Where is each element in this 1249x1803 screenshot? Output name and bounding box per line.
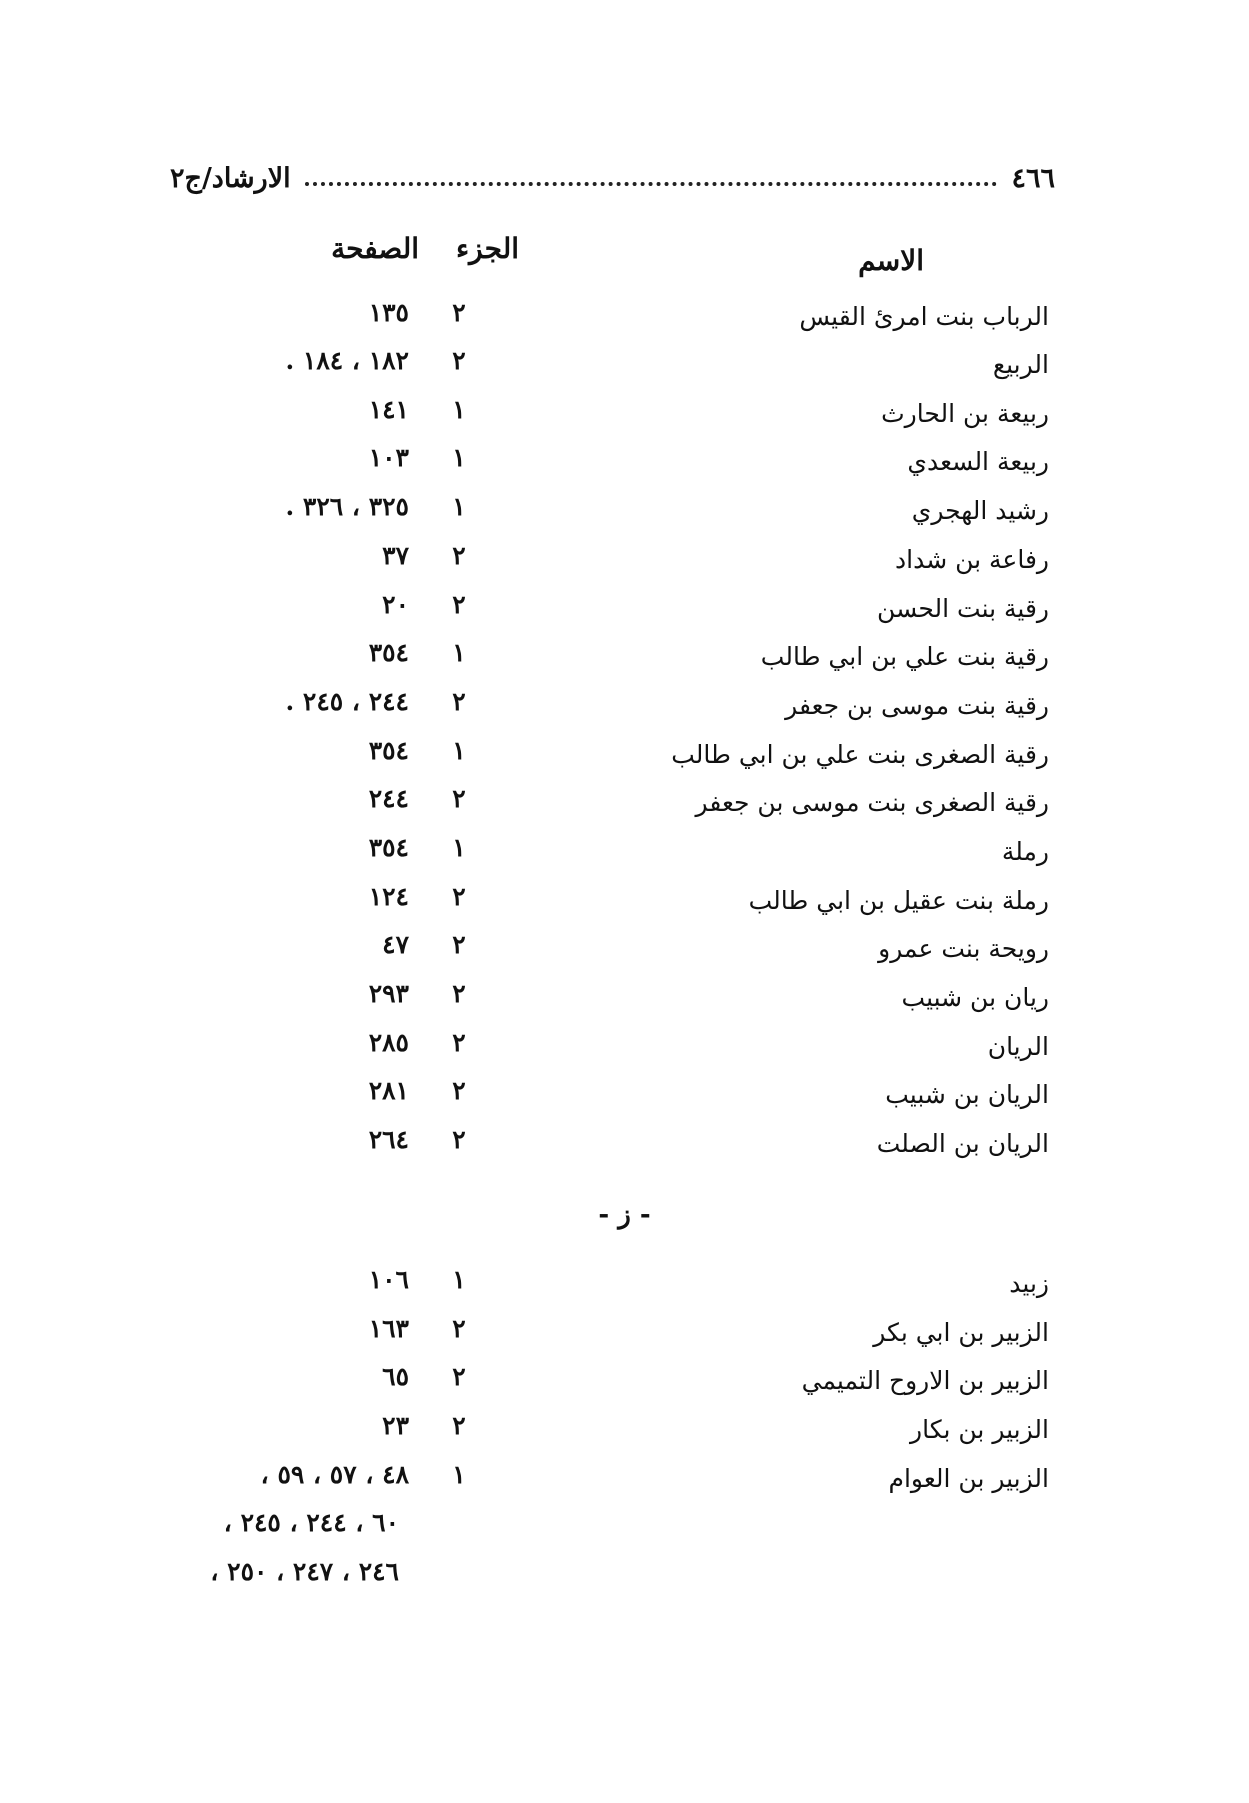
index-entry bbox=[0, 1076, 1249, 1120]
entry-name: رملة bbox=[1001, 837, 1049, 866]
entry-part: ١ bbox=[452, 492, 466, 521]
entry-name: ريان بن شبيب bbox=[901, 983, 1049, 1012]
index-entry bbox=[0, 346, 1249, 390]
entry-name: رقية الصغرى بنت موسى بن جعفر bbox=[695, 788, 1049, 817]
index-entry bbox=[0, 1460, 1249, 1504]
index-entry bbox=[0, 1265, 1249, 1309]
entry-name: الزبير بن بكار bbox=[910, 1415, 1049, 1444]
entry-name: رقية بنت الحسن bbox=[877, 594, 1049, 623]
entry-name: الربيع bbox=[992, 350, 1049, 379]
entry-part: ٢ bbox=[452, 298, 466, 327]
entry-part: ٢ bbox=[452, 1314, 466, 1343]
entry-pages: ٢٠ bbox=[382, 590, 409, 619]
index-entry bbox=[0, 1362, 1249, 1406]
entry-part: ١ bbox=[452, 638, 466, 667]
entry-pages: ٤٧ bbox=[382, 930, 409, 959]
entry-name: رملة بنت عقيل بن ابي طالب bbox=[748, 886, 1049, 915]
entry-name: رقية الصغرى بنت علي بن ابي طالب bbox=[671, 740, 1049, 769]
entry-pages: ١٣٥ bbox=[368, 298, 409, 327]
section-letter-z: - ز - bbox=[598, 1200, 651, 1230]
entry-pages: ٣٧ bbox=[382, 541, 409, 570]
entry-part: ١ bbox=[452, 833, 466, 862]
entry-pages: ١٠٦ bbox=[368, 1265, 409, 1294]
index-entry bbox=[0, 1314, 1249, 1358]
entry-part: ٢ bbox=[452, 882, 466, 911]
page-number: ٤٦٦ bbox=[1011, 162, 1055, 194]
entry-part: ٢ bbox=[452, 1076, 466, 1105]
leader-dots bbox=[305, 182, 998, 186]
page-continuation bbox=[0, 1557, 1249, 1601]
entry-pages: ١٢٤ bbox=[368, 882, 409, 911]
entry-part: ٢ bbox=[452, 1125, 466, 1154]
entry-name: رفاعة بن شداد bbox=[895, 545, 1049, 574]
entry-pages: ١٨٢ ، ١٨٤ . bbox=[285, 346, 409, 375]
entry-name: رقية بنت علي بن ابي طالب bbox=[760, 642, 1049, 671]
index-entry bbox=[0, 687, 1249, 731]
index-entry bbox=[0, 882, 1249, 926]
entry-pages: ٢٤٤ ، ٢٤٥ . bbox=[285, 687, 409, 716]
index-entry bbox=[0, 590, 1249, 634]
index-entry bbox=[0, 492, 1249, 536]
entry-pages: ٢٩٣ bbox=[368, 979, 409, 1008]
column-headers bbox=[0, 232, 1249, 282]
column-header-page: الصفحة bbox=[331, 232, 419, 265]
entry-pages: ١٤١ bbox=[368, 395, 409, 424]
entry-part: ٢ bbox=[452, 1028, 466, 1057]
entry-pages: ٦٥ bbox=[382, 1362, 409, 1391]
page-continuation bbox=[0, 1508, 1249, 1552]
entry-pages: ٣٥٤ bbox=[368, 638, 409, 667]
entry-part: ٢ bbox=[452, 590, 466, 619]
entry-pages-continued: ٦٠ ، ٢٤٤ ، ٢٤٥ ، bbox=[223, 1508, 399, 1537]
entry-part: ١ bbox=[452, 736, 466, 765]
entry-name: ربيعة السعدي bbox=[907, 447, 1049, 476]
entry-pages-continued: ٢٤٦ ، ٢٤٧ ، ٢٥٠ ، bbox=[210, 1557, 399, 1586]
entry-name: رشيد الهجري bbox=[911, 496, 1049, 525]
entry-part: ٢ bbox=[452, 784, 466, 813]
column-header-name: الاسم bbox=[858, 244, 924, 277]
index-entry bbox=[0, 298, 1249, 342]
entry-pages: ٢٤٤ bbox=[368, 784, 409, 813]
entry-part: ٢ bbox=[452, 541, 466, 570]
index-entry bbox=[0, 736, 1249, 780]
index-entry bbox=[0, 930, 1249, 974]
entry-name: الرباب بنت امرئ القيس bbox=[799, 302, 1049, 331]
entry-part: ٢ bbox=[452, 1362, 466, 1391]
index-entry bbox=[0, 1125, 1249, 1169]
entry-part: ١ bbox=[452, 1460, 466, 1489]
entry-name: الريان bbox=[987, 1032, 1049, 1061]
entry-pages: ٣٥٤ bbox=[368, 833, 409, 862]
entry-part: ٢ bbox=[452, 346, 466, 375]
index-entry bbox=[0, 784, 1249, 828]
entry-pages: ٣٥٤ bbox=[368, 736, 409, 765]
entry-name: رويحة بنت عمرو bbox=[878, 934, 1049, 963]
entry-name: الزبير بن ابي بكر bbox=[873, 1318, 1049, 1347]
column-header-part: الجزء bbox=[456, 232, 519, 265]
entry-pages: ١٠٣ bbox=[368, 443, 409, 472]
entry-pages: ٢٨١ bbox=[368, 1076, 409, 1105]
entry-name: الزبير بن الاروح التميمي bbox=[801, 1366, 1049, 1395]
entry-part: ٢ bbox=[452, 1411, 466, 1440]
entry-part: ١ bbox=[452, 395, 466, 424]
entry-pages: ٢٣ bbox=[382, 1411, 409, 1440]
index-entry bbox=[0, 443, 1249, 487]
entry-name: الزبير بن العوام bbox=[888, 1464, 1049, 1493]
entry-name: الريان بن شبيب bbox=[885, 1080, 1049, 1109]
entry-name: زبيد bbox=[1009, 1269, 1049, 1298]
index-entry bbox=[0, 1411, 1249, 1455]
entry-name: ربيعة بن الحارث bbox=[881, 399, 1049, 428]
entry-part: ١ bbox=[452, 1265, 466, 1294]
entry-part: ٢ bbox=[452, 979, 466, 1008]
entry-part: ١ bbox=[452, 443, 466, 472]
entry-pages: ٣٢٥ ، ٣٢٦ . bbox=[285, 492, 409, 521]
index-entry bbox=[0, 1028, 1249, 1072]
index-entry bbox=[0, 833, 1249, 877]
entry-pages: ٢٦٤ bbox=[368, 1125, 409, 1154]
entry-name: الريان بن الصلت bbox=[876, 1129, 1049, 1158]
entry-pages: ٢٨٥ bbox=[368, 1028, 409, 1057]
entry-name: رقية بنت موسى بن جعفر bbox=[785, 691, 1049, 720]
page-header bbox=[170, 158, 1055, 198]
index-entry bbox=[0, 541, 1249, 585]
entry-part: ٢ bbox=[452, 930, 466, 959]
entry-pages: ٤٨ ، ٥٧ ، ٥٩ ، bbox=[260, 1460, 409, 1489]
index-entry bbox=[0, 395, 1249, 439]
index-entry bbox=[0, 979, 1249, 1023]
entry-part: ٢ bbox=[452, 687, 466, 716]
entry-pages: ١٦٣ bbox=[368, 1314, 409, 1343]
index-entry bbox=[0, 638, 1249, 682]
running-title: الارشاد/ج٢ bbox=[170, 162, 291, 194]
